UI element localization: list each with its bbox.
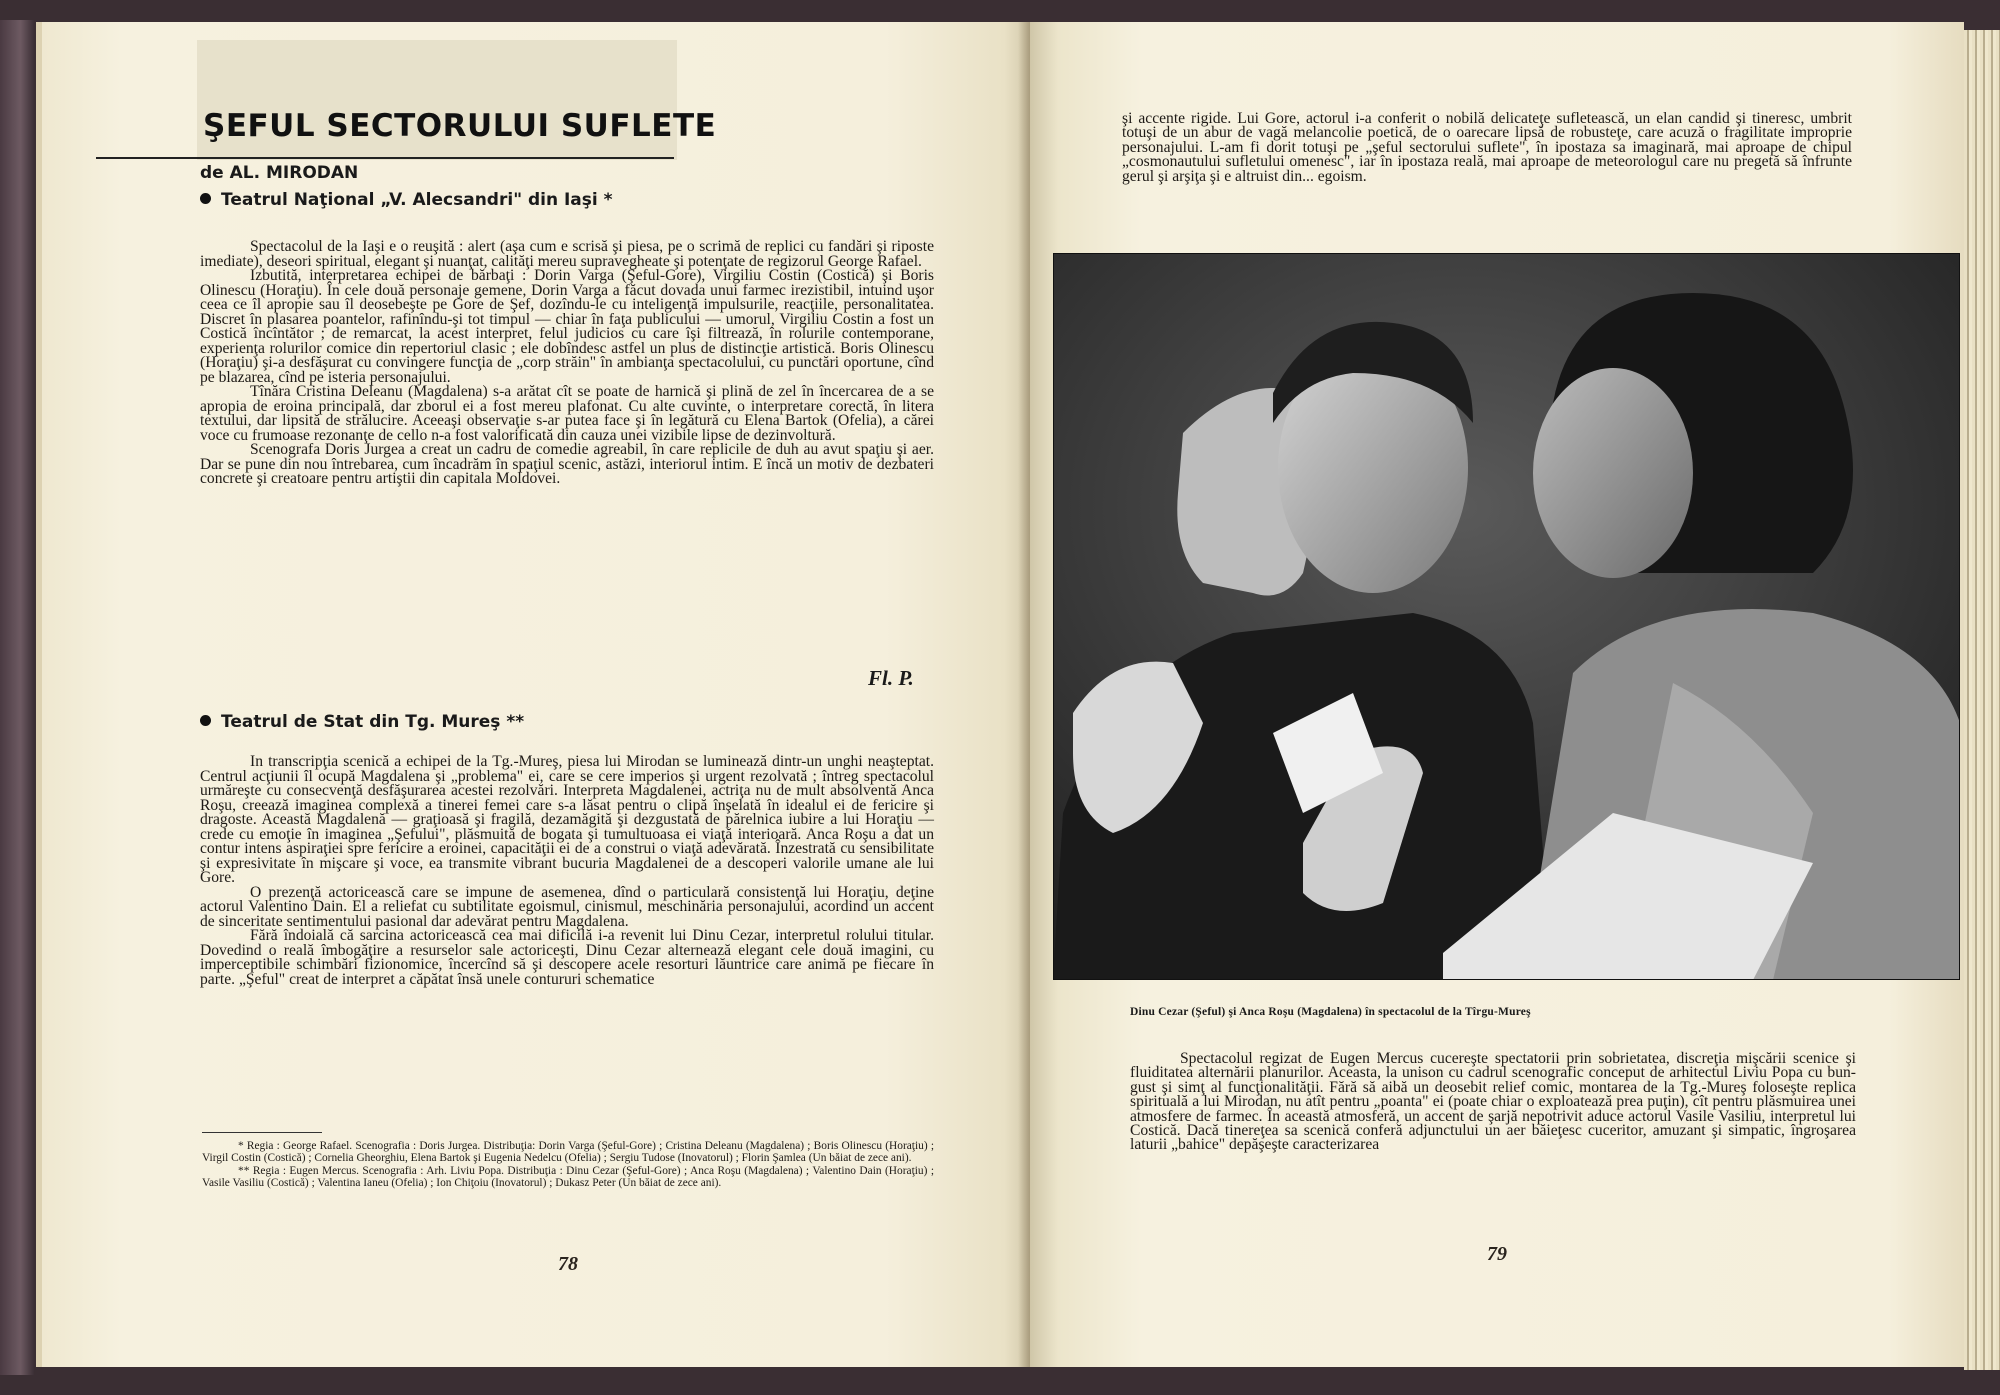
article-title: ŞEFUL SECTORULUI SUFLETE xyxy=(203,108,717,144)
paragraph: Spectacolul regizat de Eugen Mercus cucereşte spectatorii prin sobrietatea, discreţia mişcării scenice şi fluiditatea alternării planurilor. Aceasta, la unison cu cadrul scenografic conceput de arhitectul Liviu Popa cu bun-gust şi simţ al funcţionalităţii. Fără să aibă un deosebit relief comic, montarea de la Tg.-Mureş foloseşte replica spirituală a lui Mirodan, nu atît pentru „poanta" ei (poate chiar o exploatează prea puţin), cît pentru plăsmuirea unei atmosfere de farmec. În această atmosferă, un accent de şarjă nepotrivit aduce actorul Vasile Vasiliu, interpretul lui Costică. Dacă tinereţea sa scenică conferă adjunctului un aer băieţesc cuceritor, amuzant şi simpatic, îngroşarea laturii „bahice" depăşeşte caracterizarea xyxy=(1130,1050,1856,1154)
photo-illustration xyxy=(1053,253,1960,980)
paragraph: O prezenţă actoricească care se impune de asemenea, dînd o particulară consistenţă lui Horaţiu, deţine actorul Valentino Dain. El a reliefat cu subtilitate egoismul, cinismul, meschinăria personajului, acordind un accent de sinceritate sentimentului pasional dar adevărat pentru Magdalena. xyxy=(200,883,934,930)
section-body-iasi xyxy=(200,240,934,487)
bullet-icon xyxy=(200,193,211,204)
continued-paragraph xyxy=(1122,112,1852,184)
right-body-text xyxy=(1130,1052,1856,1153)
paragraph: Fără îndoială că sarcina actoricească cea mai dificilă i-a revenit lui Dinu Cezar, interpretul rolului titular. Dovedind o reală îmbogăţire a resurselor sale actoriceşti, Dinu Cezar alternează elegant cele două imagini, cu imperceptibile schimbări fizionomice, încercînd să şi descopere acele resorturi lăuntrice care animă pe fiecare în parte. „Şeful" creat de interpret a căpătat însă unele contururi schematice xyxy=(200,927,934,988)
section-heading-iasi xyxy=(200,190,613,210)
article-author: de AL. MIRODAN xyxy=(200,163,359,183)
photo-caption: Dinu Cezar (Şeful) şi Anca Roşu (Magdalena) în spectacolul de la Tîrgu-Mureş xyxy=(1130,1006,1531,1018)
footnote: ** Regia : Eugen Mercus. Scenografia : Arh. Liviu Popa. Distribuţia : Dinu Cezar (Şeful-Gore) ; Anca Roşu (Magdalena) ; Valentino Dain (Horaţiu) ; Vasile Vasiliu (Costică) ; Valentina Ianeu (Ofelia) ; Ion Chiţoiu (Inovatorul) ; Dukasz Peter (Un băiat de zece ani). xyxy=(202,1164,934,1190)
footnote-rule xyxy=(202,1132,322,1133)
production-photo xyxy=(1053,253,1960,980)
book-binding xyxy=(0,20,34,1375)
paragraph: Izbutită, interpretarea echipei de bărbaţi : Dorin Varga (Şeful-Gore), Virgiliu Costin (Costică) şi Boris Olinescu (Horaţiu). În cele două personaje gemene, Dorin Varga a făcut dovada unui farmec irezistibil, intuind uşor ceea ce îl apropie sau îl deosebeşte pe Gore de Şef, dozîndu-le cu inteligenţă impulsurile, reacţiile, personalitatea. Discret în plasarea poantelor, rafinîndu-şi tot timpul — chiar în faţa publicului — umorul, Virgiliu Costin a fost un Costică încîntător ; de remarcat, la acest interpret, felul judicios cu care îşi filtrează, în rolurile contemporane, experienţa rolurilor comice din repertoriul clasic ; ele dobîndesc astfel un plus de distincţie artistică. Boris Olinescu (Horaţiu) şi-a desfăşurat cu convingere funcţia de „corp străin" în ambianţa spectacolului, cu punctări oportune, cînd pe blazarea, cînd pe isteria personajului. xyxy=(200,267,934,386)
paragraph: In transcripţia scenică a echipei de la Tg.-Mureş, piesa lui Mirodan se luminează dintr-un unghi neaşteptat. Centrul acţiunii îl ocupă Magdalena şi „problema" ei, care se cere imperios şi urgent rezolvată ; întreg spectacolul urmăreşte cu consecvenţă desfăşurarea acestei rezolvări. Interpreta Magdalenei, actriţa nu de mult absolventă Anca Roşu, creează imaginea complexă a tinerei femei care s-a lăsat pentru o clipă înşelată în idealul ei de fericire şi dragoste. Această Magdalenă — graţioasă şi fragilă, dezamăgită şi dezgustată de părelnica iubire a lui Horaţiu — crede cu emoţie în imaginea „Şefului", plăsmuită de bogata şi tumultuoasa ei viaţă interioară. Anca Roşu a dat un contur intens aspiraţiei spre fericire a eroinei, capacităţii ei de a construi o viaţă adevărată. Înzestrată cu sensibilitate şi expresivitate în mişcare şi voce, ea transmite vibrant bucuria Magdalenei de a descoperi valorile umane ale lui Gore. xyxy=(200,753,934,886)
paragraph: Scenografa Doris Jurgea a creat un cadru de comedie agreabil, în care replicile de duh au avut spaţiu şi aer. Dar se pune din nou întrebarea, cum încadrăm în spaţiul scenic, astăzi, interiorul intim. E încă un motiv de dezbateri concrete şi creatoare pentru artiştii din capitala Moldovei. xyxy=(200,441,934,487)
page-edges xyxy=(1964,30,2000,1370)
section-heading-tg-mures xyxy=(200,712,524,732)
section-body-tg-mures xyxy=(200,755,934,987)
section-heading-text: Teatrul de Stat din Tg. Mureş ** xyxy=(221,712,525,732)
title-rule xyxy=(96,157,674,159)
paragraph: şi accente rigide. Lui Gore, actorul i-a conferit o nobilă delicateţe sufletească, un elan candid şi tineresc, umbrit totuşi de un abur de vagă melancolie poetică, de o oarecare lipsă de robusteţe, care acuză o fragilitate improprie personajului. L-am fi dorit totuşi pe „şeful sectorului suflete", în ipostaza sa imaginară, mai aproape de chipul „cosmonautului sufletului omenesc", iar în ipostaza reală, mai aproape de meteorologul care nu pregetă să înfrunte gerul şi arşiţa şi e altruist din... egoism. xyxy=(1122,110,1852,185)
page-number-right: 79 xyxy=(1487,1243,1507,1265)
page-number-left: 78 xyxy=(558,1253,578,1275)
section-heading-text: Teatrul Naţional „V. Alecsandri" din Iaşi * xyxy=(221,190,613,210)
paragraph: Spectacolul de la Iaşi e o reuşită : alert (aşa cum e scrisă şi piesa, pe o scrimă de replici cu fandări şi riposte imediate), deseori spiritual, elegant şi nuanţat, calităţi mereu supravegheate şi potenţate de regizorul George Rafael. xyxy=(200,238,934,270)
paragraph: Tînăra Cristina Deleanu (Magdalena) s-a arătat cît se poate de harnică şi plină de zel în încercarea de a se apropia de eroina principală, dar zborul ei a fost mereu plafonat. Cu alte cuvinte, o interpretare corectă, în litera textului, dar lipsită de strălucire. Aceeaşi observaţie s-ar putea face şi în legătură cu Elena Bartok (Ofelia), a cărei voce cu frumoase rezonanţe de cello n-a fost valorificată din cauza unei vizibile lipse de dezinvoltură. xyxy=(200,383,934,444)
bullet-icon xyxy=(200,715,211,726)
footnote: * Regia : George Rafael. Scenografia : Doris Jurgea. Distribuţia: Dorin Varga (Şeful-Gore) ; Cristina Deleanu (Magdalena) ; Boris Olinescu (Horaţiu) ; Virgil Costin (Costică) ; Cornelia Gheorghiu, Elena Bartok şi Eugenia Nedelcu (Ofelia) ; Sergiu Tudose (Inovatorul) ; Florin Şamlea (Un băiat de zece ani). xyxy=(202,1140,934,1165)
footnotes xyxy=(202,1140,934,1190)
review-signature: Fl. P. xyxy=(868,666,914,690)
